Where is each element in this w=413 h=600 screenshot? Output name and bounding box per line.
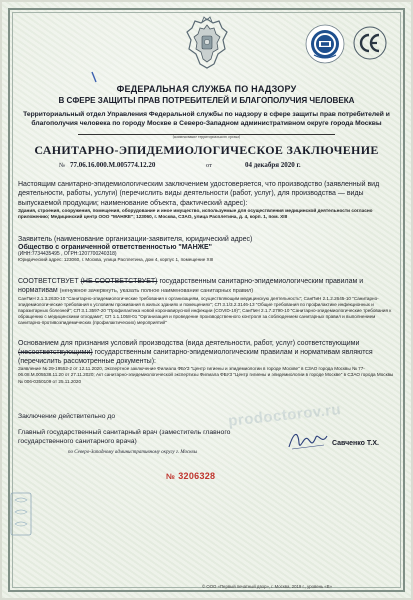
- territorial-authority: Территориальный отдел Управления Федеральной службы по надзору в сфере защиты прав потребителей и благополучия человека по городу Москве в Северо-Западном административном округе города Москвы: [23, 111, 390, 127]
- conformity-note: (ненужное зачеркнуть, указать полное наименование санитарных правил): [59, 288, 254, 295]
- form-serial-number: [166, 471, 215, 481]
- conclusion-date: 04 декабря 2020 г.: [245, 161, 301, 170]
- site-watermark: prodoctorov.ru: [227, 401, 342, 430]
- serial-number: 3206328: [178, 470, 216, 481]
- applicant-inn: (ИНН:7734435495 , ОГРН:1207700240318): [18, 250, 117, 257]
- conformity-section: [18, 277, 395, 296]
- signatory-title: Главный государственный санитарный врач (заместитель главного государственного санитарного врача): [18, 428, 231, 445]
- applicant-label: Заявитель (наименование организации-заявителя, юридический адрес): [18, 235, 253, 243]
- blue-stroke-mark-icon: [90, 70, 98, 84]
- basis-conforms-word: соответствующими: [297, 339, 360, 347]
- conformity-text: государственным санитарно-эпидемиологическим правилам и нормативам: [18, 277, 364, 295]
- printer-footer: © ООО «Первый печатный двор», г. Москва, 2019 г., уровень «В»: [202, 584, 333, 589]
- signature-block: [18, 413, 395, 483]
- applicant-company: Общество с ограниченной ответственностью "МАНЖЕ": [18, 243, 212, 251]
- sanitary-rules-list: СанПиН 2.1.3.2630-10 "Санитарно-эпидемиологические требования к организациям, осуществляющим медицинскую деятельность"; СанПиН 2.1.2.2645-10 "Санитарно-эпидемиологические требования к условиям проживания в жилых зданиях и помещениях"; СП 3.1/3.2.3146-13 "Общие требования по профилактике инфекционных и паразитарных болезней"; СП 3.1.3597-20 "Профилактика новой коронавирусной инфекции (COVID-19)"; СанПиН 2.1.7.2790-10 "Санитарно-эпидемиологические требования к обращению с медицинскими отходами"; СП 1.1.1058-01 "Организация и проведение производственного контроля за соблюдением санитарных правил и выполнением санитарно-противоэпидемических (профилактических) мероприятий": [18, 295, 392, 326]
- conclusion-number-line: [18, 160, 395, 172]
- rospotrebnadzor-logo-icon: [305, 24, 345, 64]
- agency-subtitle: В СФЕРЕ ЗАЩИТЫ ПРАВ ПОТРЕБИТЕЛЕЙ И БЛАГОПОЛУЧИЯ ЧЕЛОВЕКА: [58, 96, 355, 105]
- applicant-section: [18, 235, 395, 263]
- basis-section: [18, 339, 395, 367]
- basis-text-start: Основанием для признания условий производства (вида деятельности, работ, услуг): [18, 339, 296, 347]
- basis-documents: Заявление № 29-19552-2 от 12.11.2020, Экспертное заключение Филиала ФБУЗ "Центр гигиены и эпидемиологии в городе Москве" в СЗАО города Москвы № 77-06.08.М.005538.11.20 от 27.11.2020; Акт санитарно-эпидемиологической экспертизы Филиала ФБУЗ "Центр гигиены и эпидемиологии в городе Москве" в СЗАО города Москвы № 006-0350109 от 25.11.2020: [18, 366, 394, 384]
- applicant-address: Юридический адрес: 123060, г. Москва, улица Расплетина, дом 4, корпус 1, помещение XIII: [18, 256, 214, 262]
- coat-of-arms-icon: [186, 16, 228, 70]
- ce-mark-icon: [353, 26, 387, 60]
- certificate-sheet: [2, 2, 411, 598]
- conclusion-title: САНИТАРНО-ЭПИДЕМИОЛОГИЧЕСКОЕ ЗАКЛЮЧЕНИЕ: [34, 143, 379, 158]
- signatory-region: по Северо-Западному административному округу г. Москвы: [68, 449, 198, 455]
- basis-text-end: государственным санитарно-эпидемиологическим правилам и нормативам являются (перечислить рассмотренные документы):: [18, 348, 373, 365]
- agency-title: ФЕДЕРАЛЬНАЯ СЛУЖБА ПО НАДЗОРУ: [116, 84, 297, 94]
- basis-not-conforms-word: (несоответствующими): [18, 348, 93, 356]
- not-conforms-word: (НЕ СООТВЕТСТВУЕТ): [80, 277, 158, 285]
- activity-details: Здания, строения, сооружения, помещения, оборудование и иное имущество, используемые для осуществления медицинской деятельности согласно приложению; Медицинский центр ООО "МАНЖЕ"; 123060, г. Москва, СЗАО, улица Расплетина, д. 4, корп. 1, пом. XIII: [18, 207, 373, 220]
- signatory-name: Савченко Т.Х.: [332, 439, 379, 447]
- authority-caption: (наименование территориального органа): [172, 135, 241, 140]
- emblem-row: [18, 14, 395, 74]
- validity-label: Заключение действительно до: [18, 412, 116, 420]
- hologram-stamp-icon: [10, 492, 32, 536]
- handwritten-signature-icon: [286, 427, 330, 453]
- number-sign: №: [59, 162, 66, 170]
- conforms-word: СООТВЕТСТВУЕТ: [18, 277, 79, 285]
- conclusion-number: 77.06.16.000.М.005774.12.20: [70, 161, 156, 170]
- date-prefix: от: [206, 162, 212, 170]
- intro-text: Настоящим санитарно-эпидемиологическим заключением удостоверяется, что производство (заявленный вид деятельности, работы, услуги) (перечислить виды деятельности (работ, услуг), для производства — виды выпускаемой продукции; наименование объекта, фактический адрес):: [18, 181, 380, 207]
- serial-prefix: №: [166, 471, 176, 481]
